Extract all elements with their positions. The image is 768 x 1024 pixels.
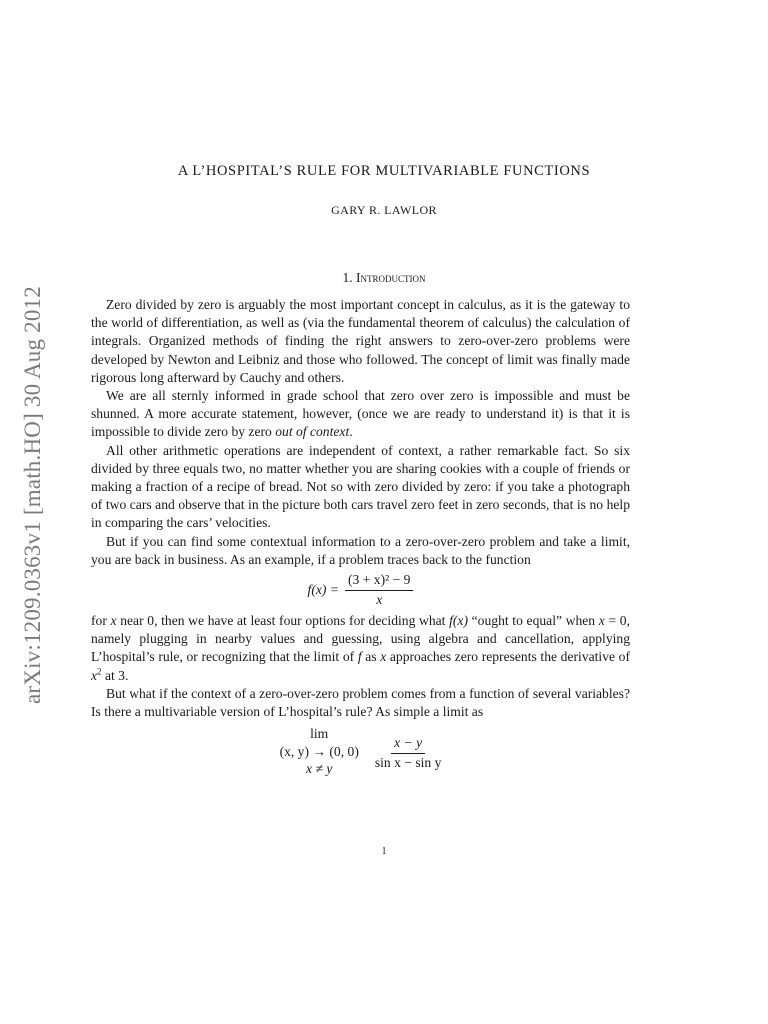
limit-label: lim (310, 726, 329, 742)
equation-lhs: f(x) = (307, 581, 339, 597)
section-heading (0, 270, 768, 286)
paper-title: A L’HOSPITAL’S RULE FOR MULTIVARIABLE FUNCTIONS (177, 163, 591, 179)
emphasis-out-of-context: out of context (275, 424, 350, 440)
limit-numerator: x − y (391, 735, 425, 754)
paragraph-1: Zero divided by zero is arguably the most important concept in calculus, as it is the gateway to the world of differentiation, as well as (via the fundamental theorem of calculus) the calculation of integrals. Organized methods of finding the right answers to zero-over-zero problems were developed by Newton and Leibniz and those who followed. The concept of limit was finally made rigorous long afterward by Cauchy and others. (91, 297, 630, 385)
equation-limit (91, 725, 630, 777)
equation-denominator: x (376, 592, 383, 608)
paragraph-6: But what if the context of a zero-over-zero problem comes from a function of several variables? Is there a multivariable version of L’hospital’s rule? As simple a limit as (91, 685, 630, 720)
equation-f-of-x (91, 572, 630, 608)
paragraph-2: We are all sternly informed in grade school that zero over zero is impossible and must be shunned. A more accurate statement, however, (once we are ready to understand it) is that it is impossible to divide zero by zero out of context. (91, 388, 630, 440)
limit-condition-2: x ≠ y (306, 761, 333, 777)
equation-fraction (345, 572, 413, 608)
paragraph-3: All other arithmetic operations are independent of context, a rather remarkable fact. So six divided by three equals two, no matter whether you are sharing cookies with a couple of friends or making a fraction of a recipe of bread. Not so with zero divided by zero: if you take a photograph of two cars and observe that in the picture both cars travel zero feet in zero seconds, that is no help in comparing the cars’ velocities. (91, 442, 630, 531)
paragraph-4: But if you can find some contextual information to a zero-over-zero problem and take a limit, you are back in business. As an example, if a problem traces back to the function (91, 533, 630, 567)
body-text (91, 296, 630, 777)
limit-operator (280, 725, 359, 777)
limit-denominator: sin x − sin y (374, 755, 442, 771)
page-number: 1 (381, 846, 387, 857)
paragraph-5: for x near 0, then we have at least four options for deciding what f(x) “ought to equal” when x = 0, namely plugging in nearby values and guessing, using algebra and cancellation, applying L’hospital’s rule, or recognizing that the limit of f as x approaches zero represents the derivative of $x^2$ at 3. (91, 613, 630, 683)
arxiv-stamp: arXiv:1209.0363v1 [math.HO] 30 Aug 2012 (20, 286, 45, 704)
section-title: Introduction (356, 270, 426, 285)
limit-condition-1: (x, y) → (0, 0) (279, 744, 359, 760)
limit-fraction (375, 735, 442, 771)
section-number: 1. (342, 270, 353, 285)
equation-numerator: (3 + x)² − 9 (345, 572, 413, 591)
author-name: GARY R. LAWLOR (331, 203, 437, 217)
